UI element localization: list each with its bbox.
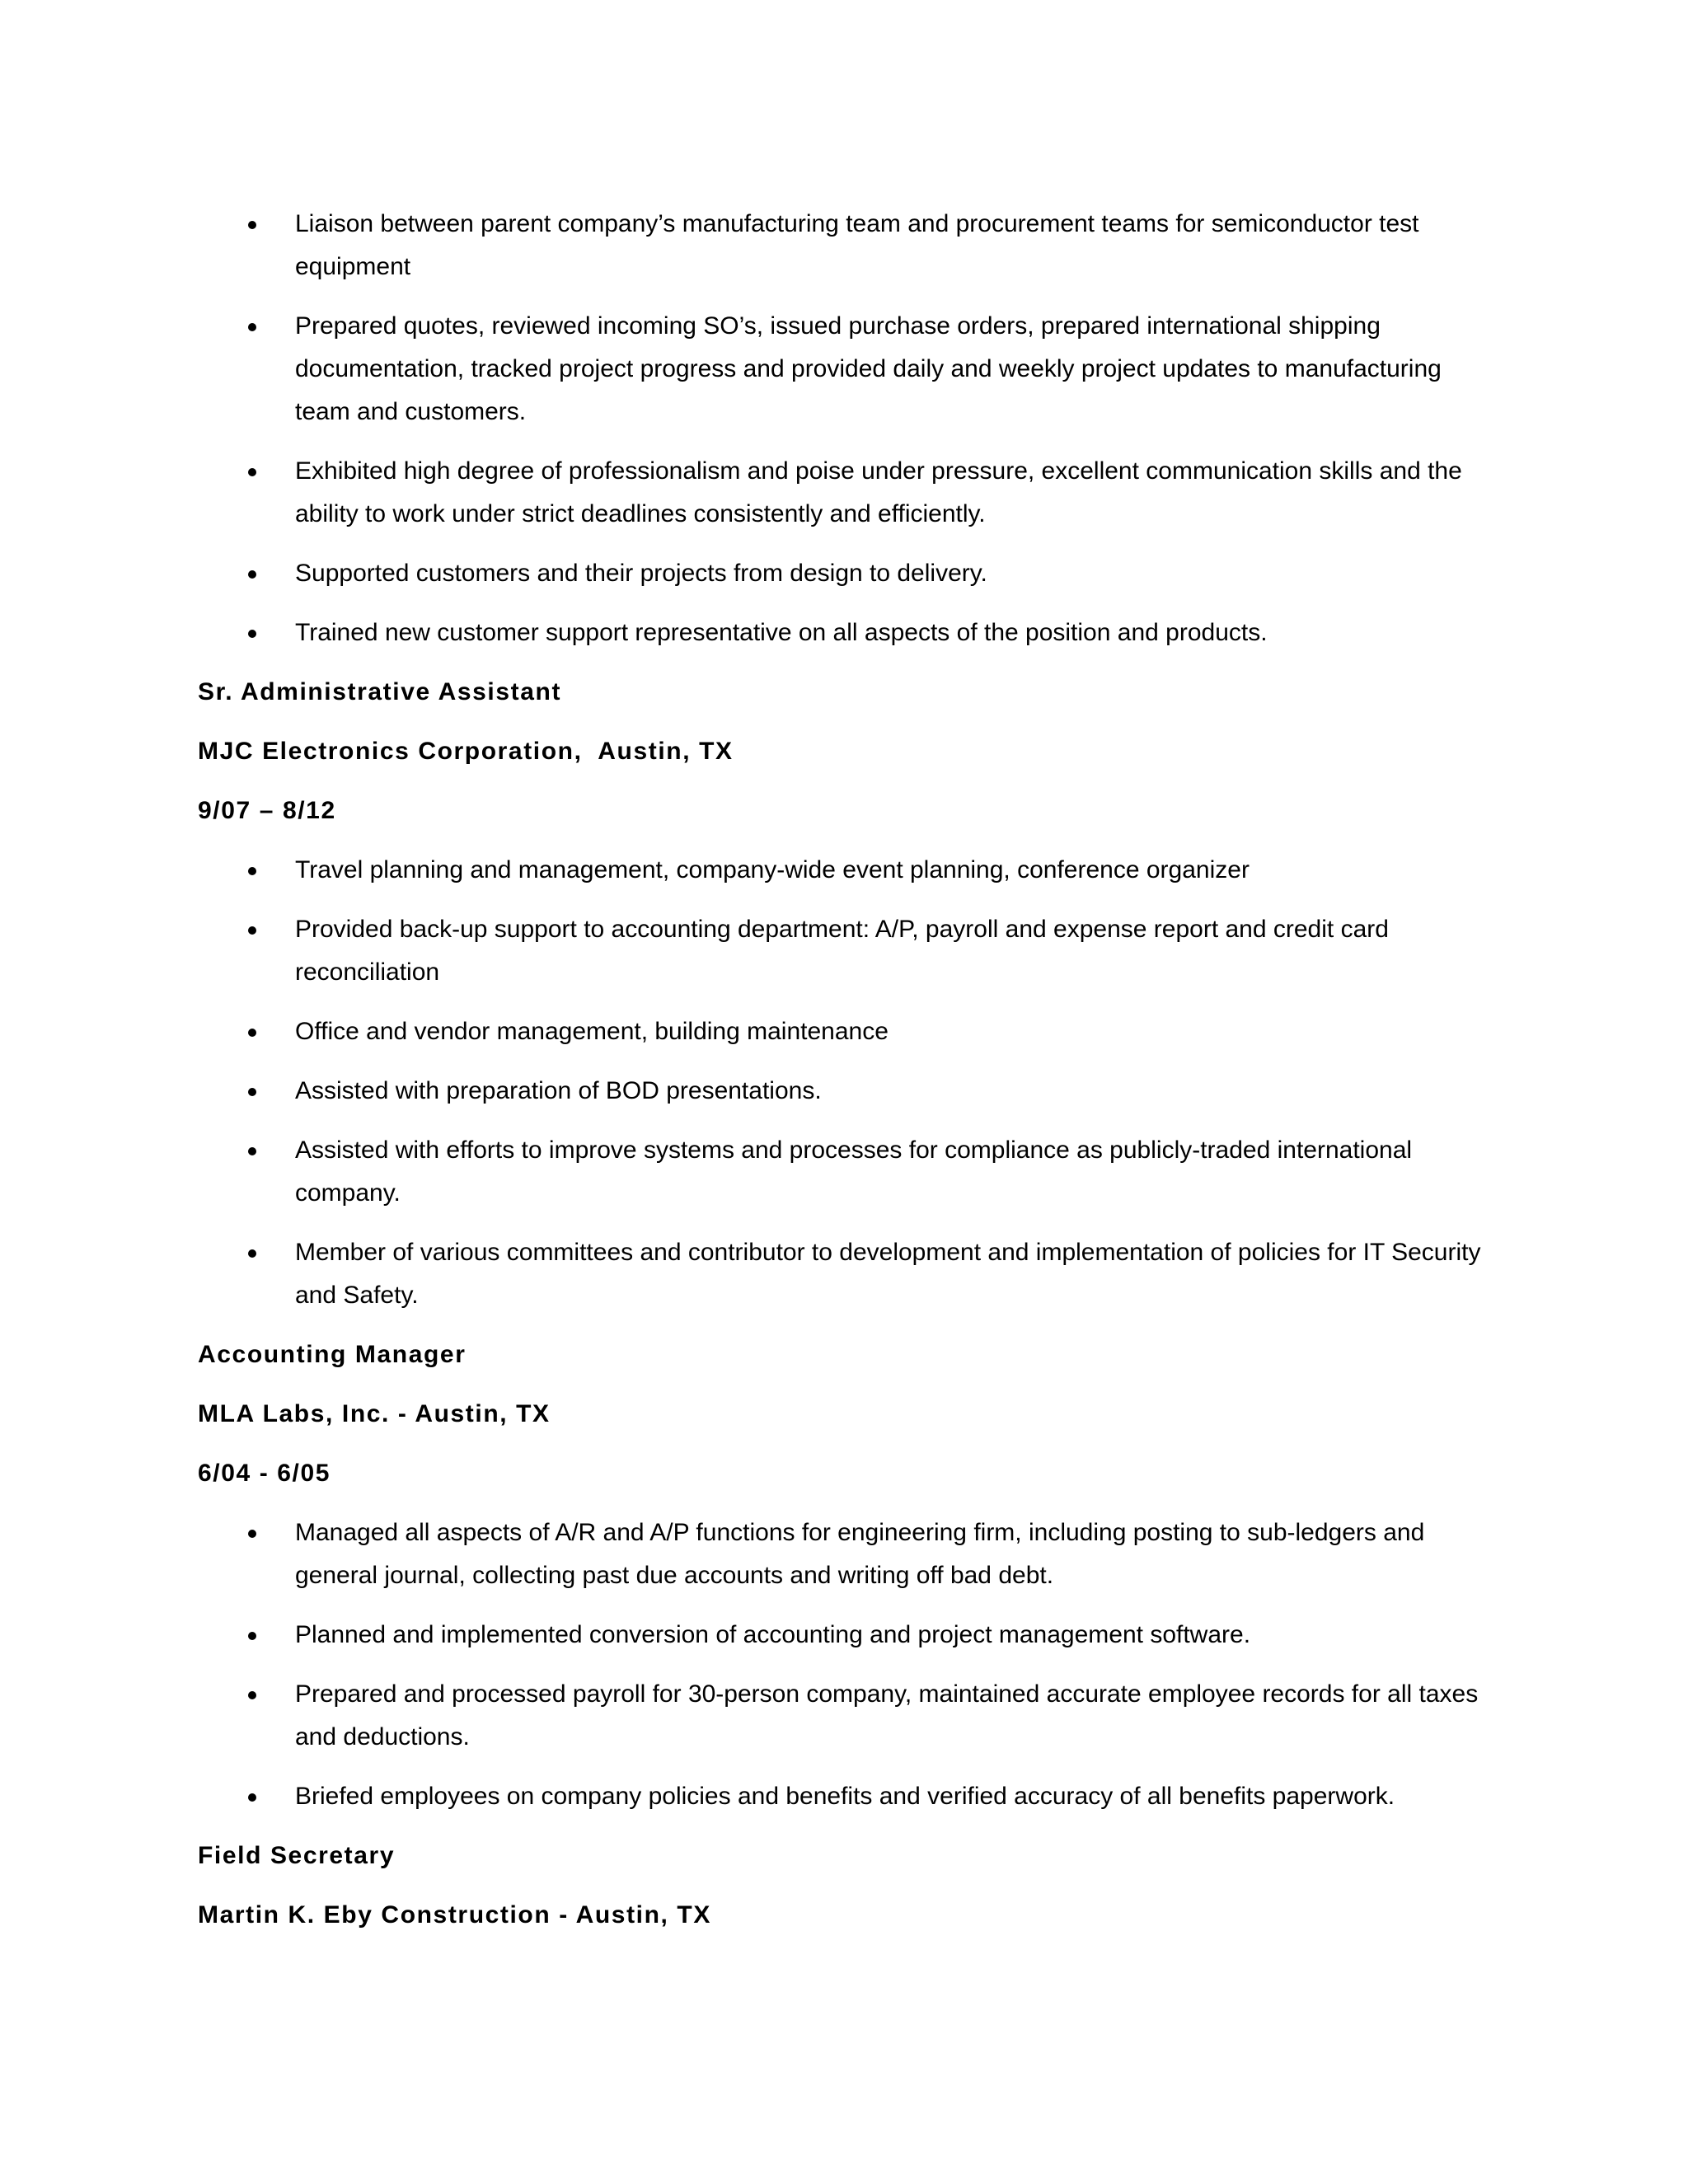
job-title-eby: Field Secretary <box>198 1842 396 1869</box>
company-mla: MLA Labs, Inc. - Austin, TX <box>198 1400 551 1427</box>
list-item: Briefed employees on company policies and benefits and verified accuracy of all benefits paperwork. <box>198 1775 1500 1818</box>
dates-mjc: 9/07 – 8/12 <box>198 797 336 824</box>
bullet-icon <box>248 323 256 331</box>
bullet-icon <box>248 630 256 638</box>
job-title-mjc: Sr. Administrative Assistant <box>198 678 562 705</box>
bullet-icon <box>248 1088 256 1096</box>
bullet-icon <box>248 1249 256 1258</box>
list-item: Assisted with efforts to improve systems and processes for compliance as publicly-traded international company. <box>198 1129 1500 1215</box>
list-item: Liaison between parent company’s manufacturing team and procurement teams for semiconductor test equipment <box>198 203 1500 288</box>
bullet-icon <box>248 1530 256 1538</box>
company-eby: Martin K. Eby Construction - Austin, TX <box>198 1901 711 1929</box>
list-item: Managed all aspects of A/R and A/P functions for engineering firm, including posting to sub-ledgers and general journal, collecting past due accounts and writing off bad debt. <box>198 1511 1500 1597</box>
bullet-list-previous-role <box>198 203 1500 654</box>
bullet-icon <box>248 1632 256 1640</box>
list-item: Provided back-up support to accounting department: A/P, payroll and expense report and credit card reconciliation <box>198 908 1500 994</box>
bullet-icon <box>248 926 256 935</box>
resume-content <box>198 203 1500 1953</box>
bullet-icon <box>248 1029 256 1037</box>
dates-mla: 6/04 - 6/05 <box>198 1460 331 1487</box>
bullet-icon <box>248 1147 256 1155</box>
list-item: Member of various committees and contributor to development and implementation of policies for IT Security and Safety. <box>198 1231 1500 1317</box>
bullet-icon <box>248 221 256 229</box>
job-title-mla: Accounting Manager <box>198 1341 467 1368</box>
bullet-icon <box>248 1793 256 1802</box>
bullet-icon <box>248 1691 256 1699</box>
list-item: Prepared and processed payroll for 30-person company, maintained accurate employee records for all taxes and deductions. <box>198 1673 1500 1759</box>
bullet-icon <box>248 570 256 579</box>
bullet-icon <box>248 867 256 875</box>
list-item: Office and vendor management, building maintenance <box>198 1010 1500 1053</box>
list-item: Travel planning and management, company-wide event planning, conference organizer <box>198 849 1500 892</box>
bullet-list-mla <box>198 1511 1500 1818</box>
list-item: Planned and implemented conversion of accounting and project management software. <box>198 1614 1500 1657</box>
list-item: Assisted with preparation of BOD presentations. <box>198 1070 1500 1113</box>
list-item: Exhibited high degree of professionalism and poise under pressure, excellent communication skills and the ability to work under strict deadlines consistently and efficiently. <box>198 450 1500 536</box>
bullet-list-mjc <box>198 849 1500 1317</box>
bullet-icon <box>248 468 256 476</box>
company-mjc: MJC Electronics Corporation, Austin, TX <box>198 738 734 765</box>
list-item: Supported customers and their projects from design to delivery. <box>198 552 1500 595</box>
list-item: Prepared quotes, reviewed incoming SO’s, issued purchase orders, prepared international shipping documentation, tracked project progress and provided daily and weekly project updates to manufacturing team and customers. <box>198 305 1500 434</box>
list-item: Trained new customer support representative on all aspects of the position and products. <box>198 612 1500 654</box>
